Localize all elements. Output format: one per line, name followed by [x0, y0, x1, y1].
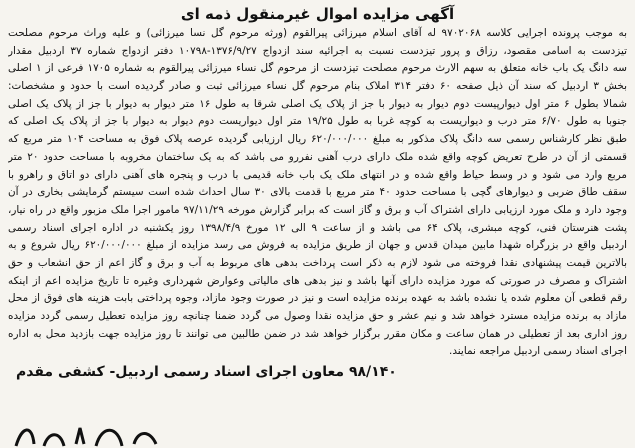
notice-line: طبق نظر کارشناس رسمی سه دانگ پلاک مذکور به مبلغ ۶۲۰/۰۰۰/۰۰۰ ریال ارزیابی گردیده عرصه پلاک فوق به مساحت ۱۰۴ متر مربع که: [8, 133, 627, 146]
notice-line: قسمتی از آن در طرح تعریض کوچه واقع شده ملک دارای درب آهنی نفررو می باشد که به یک ساختمان مخروبه با مساحت حدود ۲۰ متر: [8, 150, 627, 163]
notice-line: بالاترین قیمت پیشنهادی نقدا فروخته می شود لازم به ذکر است پرداخت بدهی های مربوط به آب و برق و گاز اعم از حق انشعاب و حق: [8, 256, 627, 269]
notice-signature: ۹۸/۱۴۰ معاون اجرای اسناد رسمی اردبیل- کشفی مقدم: [16, 364, 397, 381]
notice-line: به موجب پرونده اجرایی کلاسه ۹۷۰۲۰۶۸ له آقای اسلام میرزائی پیرالقوم (ورثه مرحوم گل نسا میرزائی) و علیه وراث مرحوم مصلحت: [8, 27, 627, 39]
notice-line: تیزدست به اسامی مقصود، رزاق و پرور تیزدست نسبت به اجرائیه سند ازدواج ۱۳۷۶/۹/۲۷-۱۰۷۹۸ دفتر ازدواج شماره ۳۷ اردبیل مقدار: [8, 44, 627, 57]
notice-line: بخش ۳ اردبیل که سند آن ذیل صفحه ۶۰ دفتر ۳۱۴ املاک بنام مرحوم گل نساء میرزائی ثبت و صادر گردیده است با حدود و مشخصات:: [8, 80, 627, 93]
notice-line: سقف طاق ضربی و دیوارهای گچی با مساحت حدود ۴۰ متر مربع با قدمت بالای ۳۰ سال احداث شده است سیستم گرمایشی بخاری در آن: [8, 186, 627, 199]
notice-body: [8, 25, 627, 361]
notice-line: اشتراک و مصرف در صورتی که مورد مزایده دارای آنها باشد و نیز بدهی های مالیاتی وعوارض شهرداری وغیره تا تاریخ مزایده اعم از اینکه: [8, 274, 627, 287]
notice-line: رقم قطعی آن معلوم شده یا نشده باشد به عهده برنده مزایده است و نیز در صورت وجود مازاد، وجوه پرداختی بابت هزینه های فوق از محل: [8, 292, 627, 305]
notice-title: آگهی مزایده اموال غیرمنقول ذمه ای: [180, 5, 455, 23]
notice-line: مازاد به برنده مزایده مسترد خواهد شد و نیم عشر و حق مزایده نقدا وصول می گردد ضمنا چنانچه روز مزایده تعطیل رسمی گردد مزایده: [8, 310, 627, 322]
notice-line: شمالا بطول ۶ متر اول دیوارپیست دوم دیوار به دیوار با جز از پلاک یک اصلی شرقا به طول ۱۶ متر دیوار به دیوار با جز از پلاک یک اصلی: [8, 97, 627, 110]
notice-line: وجود دارد و ملک مورد ارزیابی دارای اشتراک آب و برق و گاز است که برابر گزارش مورخه ۹۷/۱۱/۲۹ مامور اجرا ملک مزبور واقع در راه نیار،: [8, 203, 627, 216]
notice-line: اجرای اسناد رسمی اردبیل مراجعه نمایند.: [449, 345, 627, 358]
notice-line: روز اداری بعد از تعطیلی در همان ساعت و مکان مقرر برگزار خواهد شد در ضمن طالبین می توانند تا روز مزایده جهت بازدید محل به اداره: [8, 327, 627, 340]
notice-line: جنوبا به طول ۶/۷۰ متر درب و دیواریست به کوچه غربا به طول ۱۹/۲۵ متر اول دیواریست دوم دیوار به دیوار با جز از پلاک یک اصلی که: [8, 115, 627, 128]
handwriting-scribble-icon: [10, 418, 180, 448]
notice-line: سه دانگ یک باب خانه متعلق به سهم الارث مرحوم مصلحت تیزدست از مرحوم گل نساء میرزائی پیرالقوم به شماره ۱۷۰۵ فرعی از ۱ اصلی: [8, 62, 627, 75]
notice-line: پشت هنرستان فنی، کوچه مبشری، پلاک ۶۴ می باشد و از ساعت ۹ الی ۱۲ مورخ ۱۳۹۸/۴/۹ روز یکشنبه در اداره اجرای اسناد رسمی: [8, 221, 627, 234]
handwritten-mark: [10, 418, 180, 448]
notice-line: مربع وارد می شود و در وسط حیاط واقع شده و در انتهای ملک یک باب خانه قدیمی با درب و پنجره های آهنی دارای دو اتاق و راهرو با: [8, 168, 627, 181]
notice-line: اردبیل واقع در بزرگراه شهدا مابین میدان قدس و جهان از طریق مزایده به فروش می رسد مزایده از مبلغ ۶۲۰/۰۰۰/۰۰۰ ریال شروع و به: [8, 239, 627, 252]
